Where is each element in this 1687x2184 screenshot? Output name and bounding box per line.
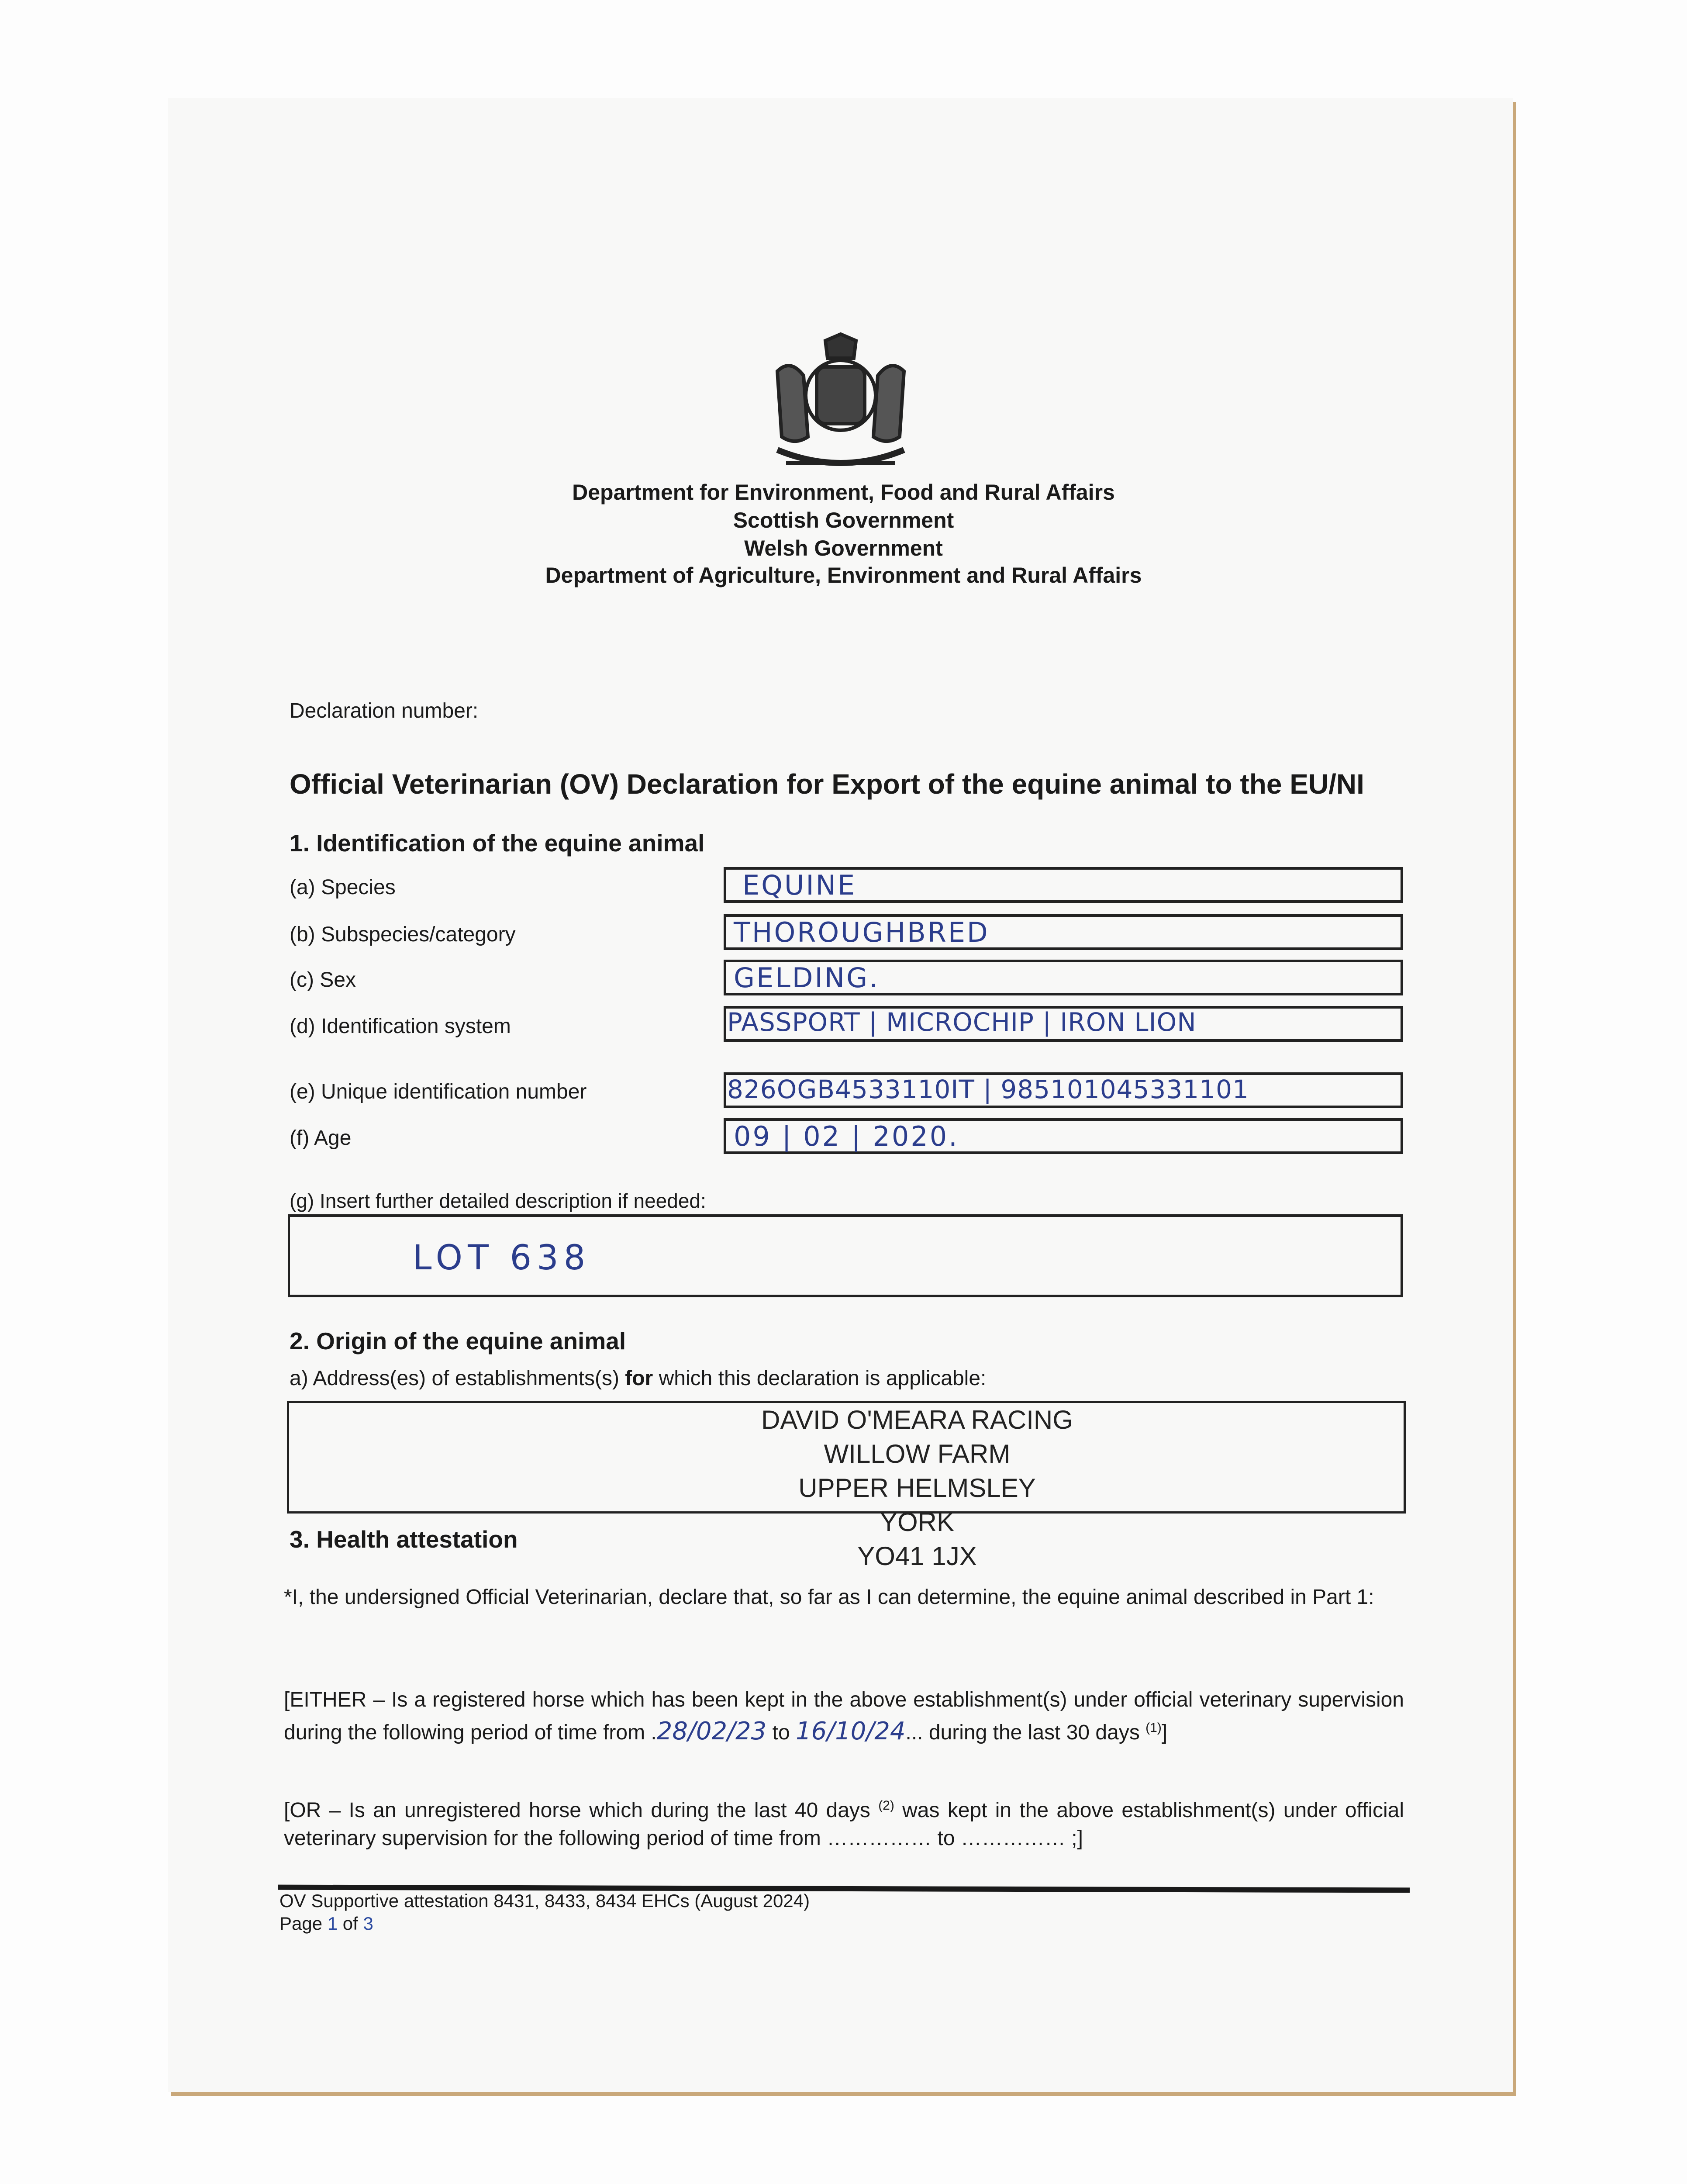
- unique-id-value: 826OGB4533110IT | 985101045331101: [727, 1075, 1249, 1104]
- period-to-value: 16/10/24: [795, 1717, 906, 1745]
- age-label: (f) Age: [290, 1127, 352, 1150]
- attestation-either: [EITHER – Is a registered horse which has been kept in the above establishment(s) under official veterinary supervision during the following period of time from .28/02/23 to 16/10/24... during the last 30 days $^{(1)}$]: [284, 1688, 1404, 1745]
- section1-heading: 1. Identification of the equine animal: [290, 829, 705, 857]
- further-description-value: LOT 638: [413, 1238, 591, 1278]
- address-block: [655, 1403, 1179, 1573]
- declaration-number-label: Declaration number:: [290, 699, 479, 722]
- page-number: Page 1 of 3: [279, 1913, 373, 1934]
- species-value: EQUINE: [742, 869, 857, 901]
- address-line: UPPER HELMSLEY: [798, 1473, 1036, 1503]
- department-scottish-government: Scottish Government: [733, 508, 954, 532]
- sex-value: GELDING.: [734, 962, 880, 994]
- unique-id-label: (e) Unique identification number: [290, 1080, 587, 1103]
- sex-label: (c) Sex: [290, 968, 356, 992]
- section3-heading: 3. Health attestation: [290, 1526, 518, 1553]
- department-defra: Department for Environment, Food and Rural Affairs: [572, 480, 1115, 505]
- address-line: DAVID O'MEARA RACING: [761, 1405, 1073, 1434]
- species-label: (a) Species: [290, 876, 396, 899]
- department-welsh-government: Welsh Government: [744, 536, 943, 560]
- page-title: Official Veterinarian (OV) Declaration for Export of the equine animal to the EU/NI: [290, 768, 1364, 800]
- attestation-or: [OR – Is an unregistered horse which during the last 40 days $^{(2)}$ was kept in the above establishment(s) under official veterinary supervision for the following period of time from …………… to …………… ;]: [284, 1798, 1404, 1850]
- subspecies-value: THOROUGHBRED: [734, 916, 990, 948]
- address-line: WILLOW FARM: [824, 1439, 1011, 1469]
- further-description-label: (g) Insert further detailed description if needed:: [290, 1189, 706, 1212]
- footer-reference: OV Supportive attestation 8431, 8433, 8434 EHCs (August 2024): [279, 1890, 810, 1911]
- identification-system-label: (d) Identification system: [290, 1015, 511, 1038]
- royal-crest-icon: [760, 332, 921, 476]
- department-daera: Department of Agriculture, Environment and Rural Affairs: [545, 563, 1142, 587]
- age-value: 09 | 02 | 2020.: [734, 1120, 959, 1152]
- identification-system-value: PASSPORT | MICROCHIP | IRON LION: [727, 1007, 1197, 1037]
- address-label: a) Address(es) of establishments(s) for which this declaration is applicable:: [290, 1367, 987, 1390]
- subspecies-label: (b) Subspecies/category: [290, 923, 516, 946]
- address-line: YO41 1JX: [857, 1541, 977, 1571]
- section2-heading: 2. Origin of the equine animal: [290, 1327, 626, 1355]
- address-line: YORK: [880, 1507, 955, 1537]
- period-from-value: 28/02/23: [656, 1717, 767, 1745]
- attestation-intro: *I, the undersigned Official Veterinarian, declare that, so far as I can determine, the equine animal described in Part 1:: [284, 1586, 1374, 1609]
